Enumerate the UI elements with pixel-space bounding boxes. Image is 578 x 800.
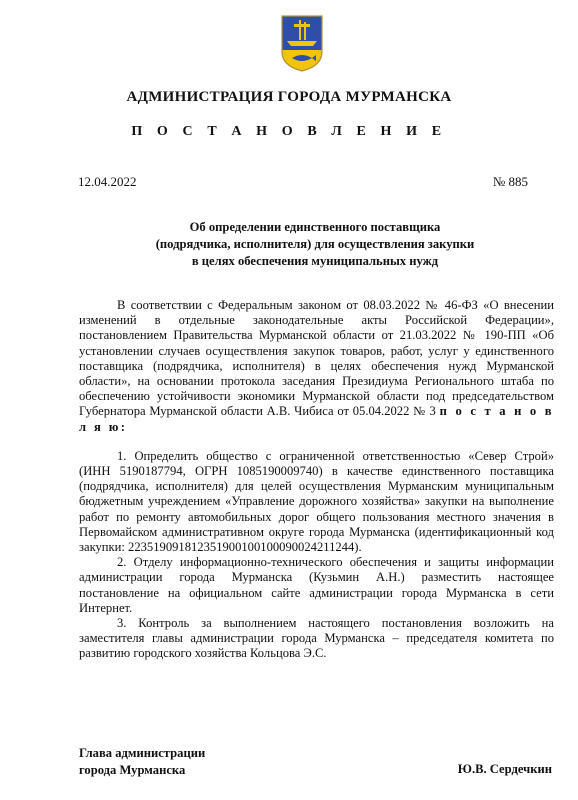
signatory-position: [79, 745, 205, 779]
position-line: города Мурманска: [79, 763, 186, 777]
document-number: № 885: [492, 174, 528, 189]
item-2: 2. Отделу информационно-технического обеспечения и защиты информации администрации города Мурманска (Кузьмин А.Н.) разместить настоящее постановление на официальном сайте администрации города Мурманска в сети Интернет.: [79, 555, 554, 615]
preamble-text: В соответствии с Федеральным законом от 08.03.2022 № 46-ФЗ «О внесении изменений в отдельные законодательные акты Российской Федерации», постановлением Правительства Мурманской области от 21.03.2022 № 190-ПП «Об установлении случаев осуществления закупок товаров, работ, услуг у единственного поставщика (подрядчика, исполнителя) в целях обеспечения нужд Мурманской области», на основании протокола заседания Президиума Регионального штаба по обеспечению устойчивости экономики Мурманской области под председательством Губернатора Мурманской области А.В. Чибиса от 05.04.2022 № 3: [79, 298, 554, 419]
document-body: [79, 298, 554, 662]
document-type: П О С Т А Н О В Л Е Н И Е: [131, 124, 447, 139]
organization-name: АДМИНИСТРАЦИЯ ГОРОДА МУРМАНСКА: [126, 89, 452, 105]
title-line: (подрядчика, исполнителя) для осуществления закупки: [155, 237, 475, 251]
document-date: 12.04.2022: [78, 174, 137, 189]
item-1: 1. Определить общество с ограниченной ответственностью «Север Строй» (ИНН 5190187794, ОГРН 1085190009740) в качестве единственного поставщика (подрядчика, исполнителя) для целей осуществления Мурманским муниципальным бюджетным учреждением «Управление дорожного хозяйства» закупки на выполнение работ по ремонту автомобильных дорог общего пользования местного значения в Первомайском административном округе города Мурманска (идентификационный код закупки: 223519091812351900100100090024211244).: [79, 448, 554, 555]
resolve-word: п о с т а н о в л я ю:: [79, 404, 554, 434]
title-line: Об определении единственного поставщика: [189, 220, 441, 234]
document-title: [100, 219, 530, 270]
signatory-name: Ю.В. Сердечкин: [457, 762, 552, 776]
murmansk-coat-of-arms-icon: [280, 14, 324, 72]
title-line: в целях обеспечения муниципальных нужд: [191, 254, 439, 268]
position-line: Глава администрации: [79, 746, 206, 760]
item-3: 3. Контроль за выполнением настоящего постановления возложить на заместителя главы администрации города Мурманска – председателя комитета по развитию городского хозяйства Кольцова Э.С.: [79, 616, 554, 661]
preamble-paragraph: [79, 298, 554, 435]
